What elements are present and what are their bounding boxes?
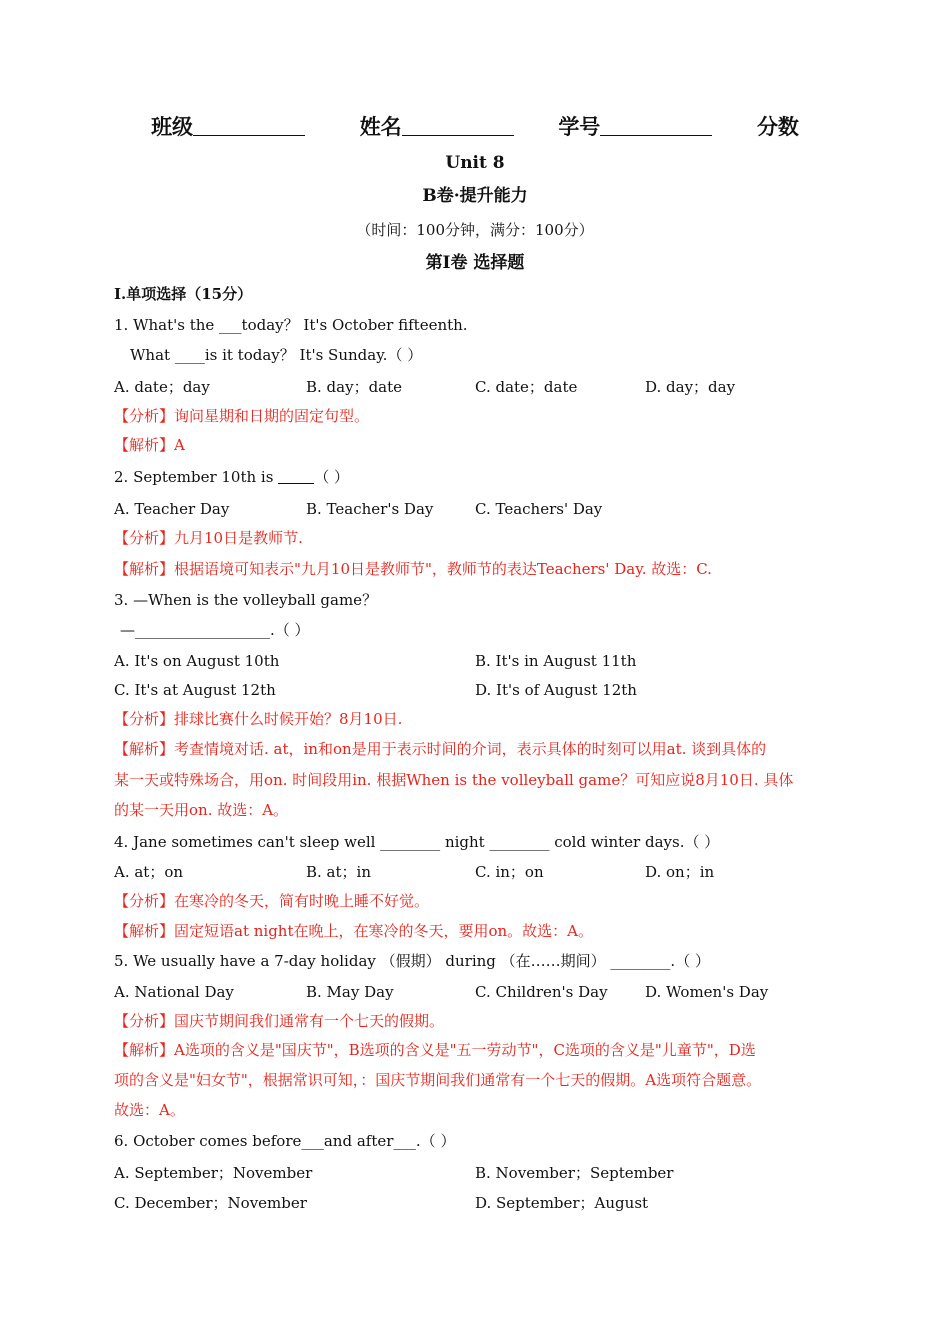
q1-line2: What ____is it today？ It's Sunday.（ ） — [130, 346, 423, 364]
q4-option-d[interactable]: D. on；in — [645, 863, 715, 881]
q4-option-c[interactable]: C. in；on — [475, 863, 544, 881]
q6-option-c[interactable]: C. December；November — [114, 1194, 307, 1212]
q5-answer-line3: 故选：A。 — [114, 1101, 185, 1119]
q5-option-c[interactable]: C. Children's Day — [475, 983, 608, 1001]
q5-option-d[interactable]: D. Women's Day — [645, 983, 769, 1001]
q4-answer: 【解析】固定短语at night在晚上，在寒冷的冬天，要用on。故选：A。 — [114, 922, 594, 940]
q2-bracket: （ ） — [314, 468, 349, 486]
number-label: 学号 — [558, 114, 601, 139]
q2-stem: 2. September 10th is — [114, 468, 279, 486]
q3-analysis: 【分析】排球比赛什么时候开始？8月10日. — [114, 710, 403, 728]
q3-line2: —__________________.（ ） — [120, 621, 310, 639]
q6-line1: 6. October comes before___and after___.（ ） — [114, 1132, 456, 1150]
q2-option-b[interactable]: B. Teacher's Day — [306, 500, 434, 518]
q4-option-a[interactable]: A. at；on — [114, 863, 184, 881]
q1-option-c[interactable]: C. date；date — [475, 378, 578, 396]
q6-option-a[interactable]: A. September；November — [114, 1164, 313, 1182]
q5-answer-line2: 项的含义是"妇女节"，根据常识可知，：国庆节期间我们通常有一个七天的假期。A选项符合题意。 — [114, 1071, 762, 1089]
q3-answer-line3: 的某一天用on. 故选：A。 — [114, 801, 289, 819]
section-title: I.单项选择（15分） — [114, 285, 253, 303]
q4-option-b[interactable]: B. at；in — [306, 863, 371, 881]
q1-line1: 1. What's the ___today？ It's October fifteenth. — [114, 316, 468, 334]
q3-answer-line1: 【解析】考查情境对话. at，in和on是用于表示时间的介词，表示具体的时刻可以用at. 谈到具体的 — [114, 740, 767, 758]
q2-blank — [278, 469, 314, 484]
q6-option-b[interactable]: B. November；September — [475, 1164, 674, 1182]
q3-option-a[interactable]: A. It's on August 10th — [114, 652, 280, 670]
class-field[interactable] — [193, 113, 305, 136]
class-label: 班级 — [151, 114, 194, 139]
time-note: （时间：100分钟，满分：100分） — [356, 221, 594, 239]
q5-option-b[interactable]: B. May Day — [306, 983, 394, 1001]
score-label: 分数 — [756, 114, 799, 139]
q1-option-d[interactable]: D. day；day — [645, 378, 736, 396]
q1-option-b[interactable]: B. day；date — [306, 378, 403, 396]
q5-option-a[interactable]: A. National Day — [114, 983, 234, 1001]
part-title: 第Ⅰ卷 选择题 — [425, 253, 525, 273]
q5-line1: 5. We usually have a 7-day holiday （假期） during （在……期间） ________.（ ） — [114, 952, 710, 970]
q6-option-d[interactable]: D. September；August — [475, 1194, 649, 1212]
q3-option-b[interactable]: B. It's in August 11th — [475, 652, 637, 670]
q3-line1: 3. —When is the volleyball game？ — [114, 591, 378, 609]
q5-analysis: 【分析】国庆节期间我们通常有一个七天的假期。 — [114, 1012, 445, 1030]
page-subtitle: B卷·提升能力 — [422, 186, 528, 206]
name-label: 姓名 — [359, 114, 402, 139]
q4-line1: 4. Jane sometimes can't sleep well ________ night ________ cold winter days.（ ） — [114, 833, 720, 851]
name-field[interactable] — [402, 113, 514, 136]
q2-option-c[interactable]: C. Teachers' Day — [475, 500, 603, 518]
number-field[interactable] — [600, 113, 712, 136]
q1-answer: 【解析】A — [114, 436, 185, 454]
q2-line1 — [114, 467, 349, 487]
q2-answer: 【解析】根据语境可知表示"九月10日是教师节"，教师节的表达Teachers' Day. 故选：C. — [114, 560, 712, 578]
q3-option-d[interactable]: D. It's of August 12th — [475, 681, 637, 699]
q1-option-a[interactable]: A. date；day — [114, 378, 210, 396]
student-info-header — [0, 112, 950, 142]
q5-answer-line1: 【解析】A选项的含义是"国庆节"，B选项的含义是"五一劳动节"，C选项的含义是"儿童节"，D选 — [114, 1041, 756, 1059]
q3-option-c[interactable]: C. It's at August 12th — [114, 681, 276, 699]
q2-option-a[interactable]: A. Teacher Day — [114, 500, 230, 518]
q2-analysis: 【分析】九月10日是教师节. — [114, 529, 303, 547]
q1-analysis: 【分析】询问星期和日期的固定句型。 — [114, 407, 370, 425]
q3-answer-line2: 某一天或特殊场合，用on. 时间段用in. 根据When is the volleyball game？可知应说8月10日. 具体 — [114, 771, 794, 789]
q4-analysis: 【分析】在寒冷的冬天，简有时晚上睡不好觉。 — [114, 892, 430, 910]
page-title: Unit 8 — [445, 153, 505, 173]
